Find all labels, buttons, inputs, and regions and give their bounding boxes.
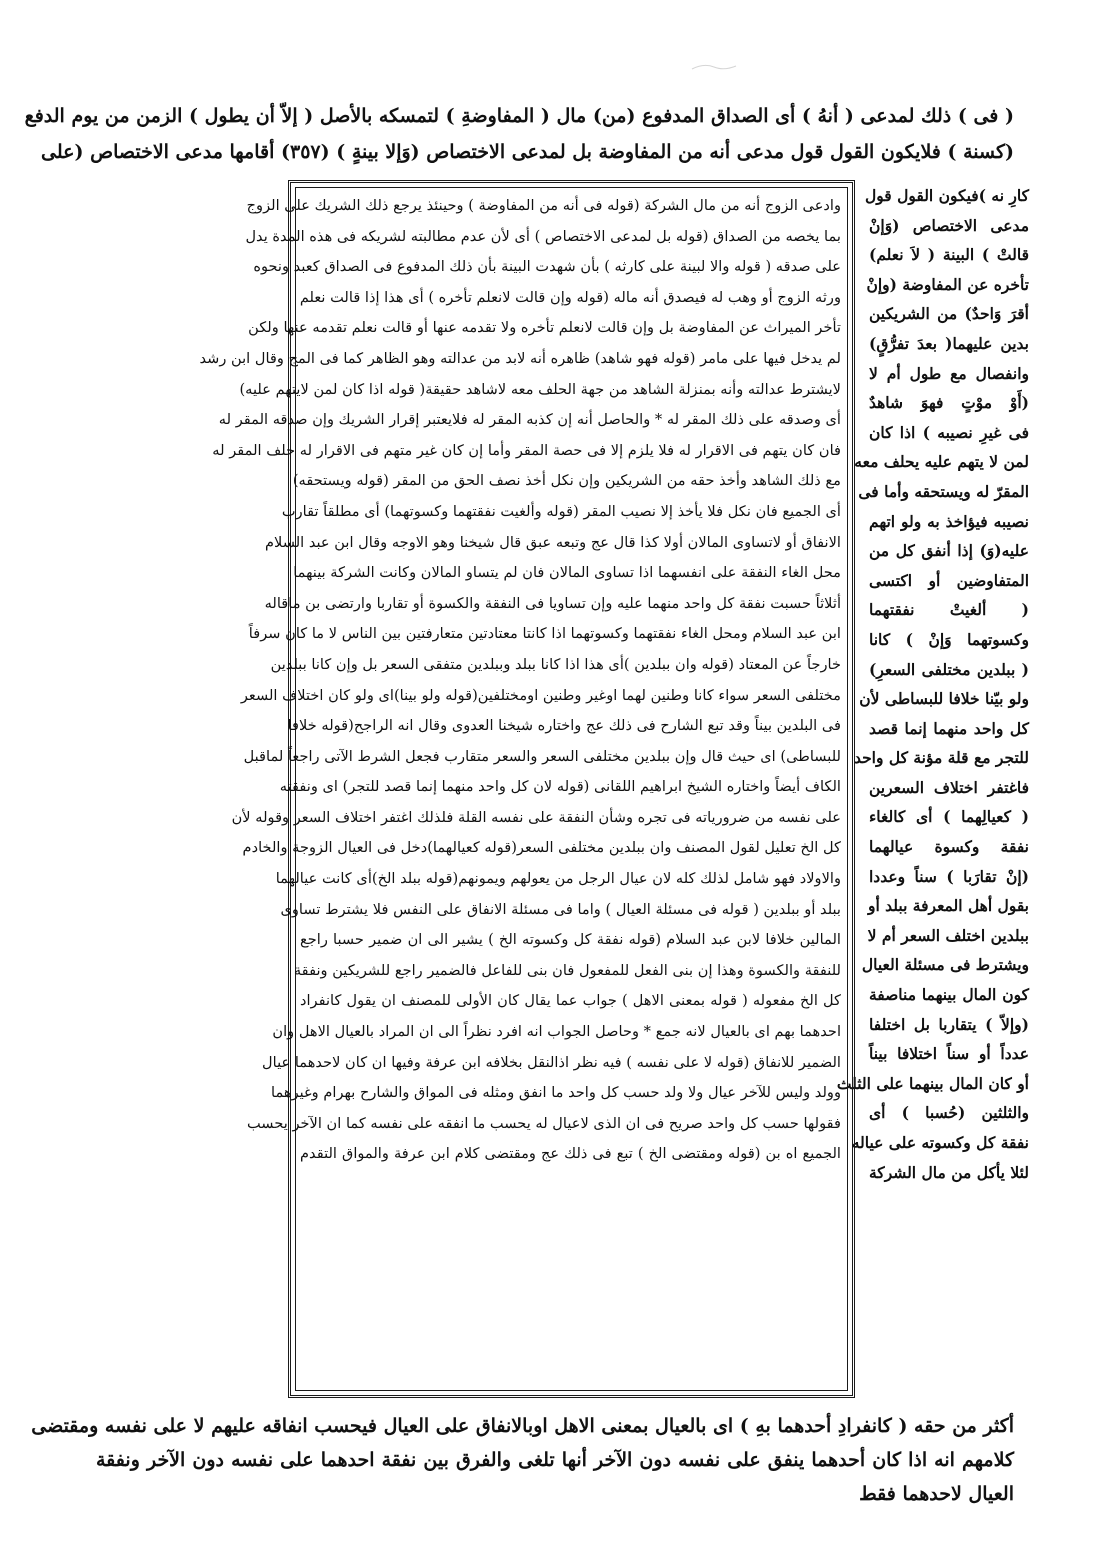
side-column-line: وكسوتهما وَإنْ ) كانا [869, 629, 1029, 649]
main-text-line: العيال لاحدهما فقط [859, 1483, 1014, 1505]
commentary-line: على نفسه من ضرورياته فى تجره وشأن النفقة على نفسه القلة فلذلك اغتفر اختلاف السعر وقوله لأن [231, 808, 841, 826]
side-column-line: ويشترط فى مسئلة العيال [861, 955, 1029, 975]
commentary-line: للبساطى) اى حيث قال وإن ببلدين مختلفى السعر والسعر متقارب فجعل الشرط الآتى راجعاً لماقبل [243, 747, 841, 765]
commentary-line: مع ذلك الشاهد وأخذ حقه من الشريكين وإن نكل أخذ نصف الحق من المقر (قوله ويستحقه) [292, 472, 841, 490]
main-text-line: كلامهم انه اذا كان أحدهما ينفق على نفسه دون الآخر أنها تلغى والفرق بين نفقة احدهما على نفسه دون الآخر ونفقة [96, 1449, 1014, 1471]
commentary-line: أثلاثاً حسبت نفقة كل واحد منهما عليه وإن تساويا فى النفقة والكسوة أو تقاربا وارتضى بن ماقاله [264, 594, 841, 612]
side-column-line: المتفاوضين أو اكتسى [869, 570, 1029, 590]
side-column-line: أو كان المال بينهما على الثلث [836, 1073, 1029, 1093]
commentary-line: تأخر الميراث عن المفاوضة بل وإن قالت لانعلم تأخره ولا تقدمه عنها أو قالت نعلم تقدمه عنها ولكن [248, 319, 841, 337]
side-column-line: كل واحد منهما إنما قصد [869, 718, 1029, 738]
side-column-line: كارِ نه )فيكون القول قول [865, 186, 1029, 205]
commentary-line: المالين خلافا لابن عبد السلام (قوله نفقة كل وكسوته الخ ) يشير الى ان ضمير حسبا راجع [300, 931, 841, 949]
commentary-line: محل الغاء النفقة على انفسهما اذا تساوى المالان فان لم يتساو المالان وكانت الشركة بينهما [293, 564, 841, 582]
commentary-line: فقولها حسب كل واحد صريح فى ان الذى لاعيال له يحسب ما انفقه على نفسه كما ان الآخر يحسب [246, 1114, 841, 1132]
side-column-line: قالتْ ) البينة ( لاَ نعلم) [869, 245, 1029, 265]
main-text-top [24, 98, 1014, 170]
side-column-line: ببلدين اختلف السعر أم لا [867, 925, 1029, 945]
main-text-line: ( فى ) ذلك لمدعى ( أنهُ ) أى الصداق المدفوع (من) مال ( المفاوضةِ ) لتمسكه بالأصل ( إلاّ أن يطول ) الزمن من يوم الدفع [24, 105, 1014, 127]
main-text-bottom [31, 1409, 1014, 1511]
side-column-line: مدعى الاختصاص (وَإنْ [869, 215, 1029, 235]
side-column-line: لئلا يأكل من مال الشركة [869, 1162, 1029, 1182]
commentary-line: وادعى الزوج أنه من مال الشركة (قوله فى أنه من المفاوضة ) وحينئذ يرجع ذلك الشريك على الزوج [246, 197, 841, 214]
commentary-line: ابن عبد السلام ومحل الغاء نفقتهما وكسوتهما اذا كانتا معتادتين متعارفتين بين الناس لا ما كان سرفاً [248, 625, 841, 643]
commentary-line: الضمير للانفاق (قوله لا على نفسه ) فيه نظر اذالنقل بخلافه ابن عرفة وفيها ان كان لاحدهما عيال [262, 1053, 841, 1071]
side-column-line: (إنْ تقارَبا ) سناً وعددا [869, 866, 1029, 886]
commentary-line: الكاف أيضاً واختاره الشيخ ابراهيم اللقانى (قوله لان كل واحد منهما إنما قصد للتجر) اى ونفقته [279, 778, 841, 796]
side-column-line: عدداً أو سناً اختلافا بيناً [869, 1044, 1029, 1064]
commentary-line: لايشترط عدالته وأنه بمنزلة الشاهد من جهة الحلف معه لاشاهد حقيقة( قوله اذا كان لمن لايتهم عليه) [239, 380, 841, 398]
commentary-line: كل الخ مفعوله ( قوله بمعنى الاهل ) جواب عما يقال كان الأولى للمصنف ان يقول كانفراد [300, 992, 841, 1010]
commentary-line: ورثه الزوج أو وهب له فيصدق أنه ماله (قوله وإن قالت لانعلم تأخره ) أى هذا إذا قالت نعلم [299, 288, 841, 306]
main-text-line: أكثر من حقه ( كانفرادِ أحدهما بهِ ) اى بالعيال بمعنى الاهل اوبالانفاق على العيال فيحسب انفاقه عليهم لا على نفسه ومقتضى [31, 1415, 1014, 1437]
commentary-line: للنفقة والكسوة وهذا إن بنى الفعل للمفعول فان بنى للفاعل فالضمير راجع للشريكين ونفقة [293, 961, 841, 979]
commentary-line: احدهما بهم اى بالعيال لانه جمع * وحاصل الجواب انه افرد نظراً الى ان المراد بالعيال الاهل وان [272, 1023, 841, 1041]
side-column-line: نفقة وكسوة عيالهما [869, 837, 1029, 857]
commentary-line: أى الجميع فان نكل فلا يأخذ إلا نصيب المقر (قوله وألغيت نفقتهما وكسوتهما) أى مطلقاً تقارب [281, 502, 841, 520]
side-column-line: (أَوْ موْتٍ فهوَ شاهدٌ [869, 393, 1029, 413]
side-column-line: بدين عليهما( بعدَ تفرُّقٍ) [869, 333, 1029, 353]
side-column-line: ( ببلدين مختلفى السعرِ) [869, 659, 1029, 679]
commentary-line: خارجاً عن المعتاد (قوله وان ببلدين )أى هذا اذا كانا ببلد وببلدين متفقى السعر بل وإن كانا ببلدين [270, 655, 841, 673]
commentary-line: الانفاق أو لاتساوى المالان أولا كذا قال عج وتبعه عبق قال شيخنا وهو الاوجه وقال ابن عبد السلام [264, 533, 841, 551]
side-column-line: (وإلاّ ) يتقاربا بل اختلفا [869, 1014, 1029, 1034]
side-column-line: بقول أهل المعرفة ببلد أو [867, 896, 1029, 916]
side-column-line: ( ألغيتْ نفقتهما [869, 600, 1029, 620]
side-column-line: فاغتفر اختلاف السعرين [869, 777, 1029, 797]
commentary-line: وولد وليس للآخر عيال ولا ولد حسب كل واحد ما انفق ومثله فى المواق والشارح بهرام وغيرهما [271, 1084, 841, 1102]
side-column-line: أقرَ وَاحدٌ) من الشريكين [869, 304, 1029, 324]
side-column-line: عليه(وَ) إذا أنفق كل من [869, 541, 1029, 561]
commentary-line: بما يخصه من الصداق (قوله بل لمدعى الاختصاص ) أى لأن عدم مطالبته لشريكه فى هذه المدة يدل [245, 227, 841, 245]
side-column-line: تأخره عن المفاوضة (وإنْ [866, 274, 1029, 294]
commentary-line: والاولاد فهو شامل لذلك كله لان عيال الرجل من يعولهم ويمونهم(قوله ببلد الخ)أى كانت عيالهما [275, 870, 841, 888]
side-column-line: المقرّ له ويستحقه وأما فى [858, 481, 1029, 501]
commentary-line: كل الخ تعليل لقول المصنف وان ببلدين مختلفى السعر(قوله كعيالهما)دخل فى العيال الزوجة والخادم [242, 839, 841, 857]
side-column-line: والثلثين (حُسبا ) أى [869, 1103, 1029, 1123]
commentary-line: الجميع اه بن (قوله ومقتضى الخ ) تبع فى ذلك عج ومقتضى كلام ابن عرفة والمواق التقدم [300, 1145, 841, 1163]
side-column-line: فى غيرِ نصيبه ) اذا كان [869, 422, 1029, 442]
commentary-line: أى وصدقه على ذلك المقر له * والحاصل أنه إن كذبه المقر له فلايعتبر إقرار الشريك وإن صدقه المقر له [218, 411, 841, 429]
side-column-line: للتجر مع قلة مؤنة كل واحد [853, 748, 1029, 768]
main-text-line: (كسنة ) فلايكون القول قول مدعى أنه من المفاوضة بل لمدعى الاختصاص (وَإلا بينةٍ ) (٣٥٧) أقامها مدعى الاختصاص (على [41, 141, 1014, 163]
commentary-line: ببلد أو ببلدين ( قوله فى مسئلة العيال ) واما فى مسئلة الانفاق على النفس فلا يشترط تساوى [280, 900, 841, 918]
commentary-line: فى البلدين بيناً وقد تبع الشارح فى ذلك عج واختاره شيخنا العدوى وقال انه الراجح(قوله خلافا [287, 717, 841, 735]
side-column-line: نفقة كل وكسوته على عياله [851, 1133, 1029, 1152]
commentary-line: لم يدخل فيها على مامر (قوله فهو شاهد) ظاهره أنه لابد من عدالته وهو الظاهر كما فى المج وقال ابن رشد [199, 349, 841, 367]
main-text-side-column [836, 181, 1029, 1187]
side-column-line: ( كعيالِهما ) أى كالغاء [869, 807, 1029, 827]
side-column-line: وانفصال مع طول أم لا [869, 363, 1029, 383]
commentary-text [199, 191, 841, 1170]
side-column-line: ولو بيّنا خلافا للبساطى لأن [859, 689, 1029, 709]
scan-smudge [690, 62, 738, 72]
commentary-line: مختلفى السعر سواء كانا وطنين لهما اوغير وطنين اومختلفين(قوله ولو بينا)اى ولو كان اختلاف السعر [240, 686, 841, 704]
commentary-line: فان كان يتهم فى الاقرار له فلا يلزم إلا فى حصة المقر وأما إن كان غير متهم فى الاقرار له حلف المقر له [212, 441, 841, 459]
commentary-line: على صدقه ( قوله والا لبينة على كارثه ) بأن شهدت البينة بأن ذلك المدفوع فى الصداق كعبد ونحوه [253, 258, 841, 276]
side-column-line: لمن لا يتهم عليه يحلف معه [854, 452, 1029, 472]
side-column-line: نصيبه فيؤاخذ به ولو اتهم [869, 511, 1029, 531]
side-column-line: كون المال بينهما مناصفة [869, 985, 1029, 1005]
